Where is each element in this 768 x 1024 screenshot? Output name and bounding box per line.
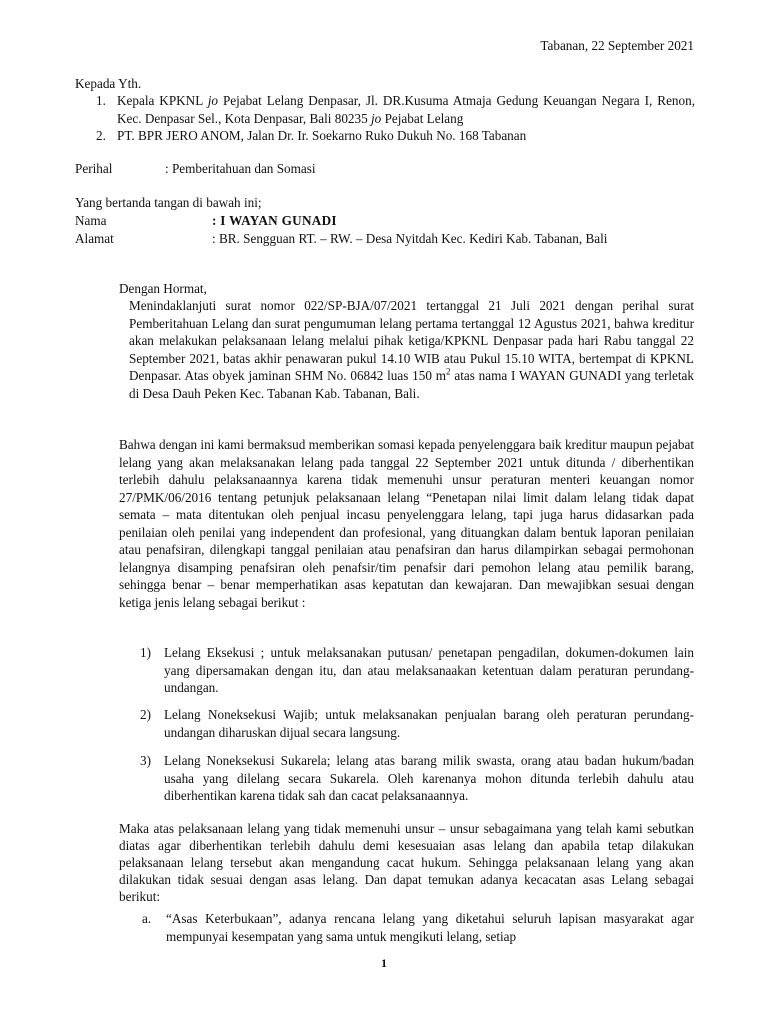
auction-type-item [140, 706, 694, 741]
recipient-text: Kepala KPKNL jo Pejabat Lelang Denpasar, Jl. DR.Kusuma Atmaja Gedung Keuangan Negara I, Renon, Kec. Denpasar Sel., Kota Denpasar, Bali 80235 jo Pejabat Lelang [117, 93, 696, 126]
greeting: Dengan Hormat, [119, 281, 207, 296]
subject-value: : Pemberitahuan dan Somasi [165, 161, 316, 176]
principle-text: “Asas Keterbukaan”, adanya rencana lelang yang diketahui seluruh lapisan masyarakat agar mempunyai kesempatan yang sama untuk mengikuti lelang, setiap [166, 911, 694, 944]
subject-label: Perihal [75, 161, 113, 176]
auction-type-text: Lelang Noneksekusi Sukarela; lelang atas barang milik swasta, orang atau badan hukum/badan usaha yang dilelang secara Sukarela. Oleh karenanya mohon ditunda terlebih dahulu atau diberhentikan karena tidak sah dan cacat pelaksanaannya. [164, 753, 694, 803]
superscript-two: 2 [446, 366, 451, 377]
auction-type-number: 1) [140, 645, 151, 660]
auction-type-number: 3) [140, 753, 151, 768]
paragraph-background: Menindaklanjuti surat nomor 022/SP-BJA/07/2021 tertanggal 21 Juli 2021 dengan perihal surat Pemberitahuan Lelang dan surat pengumuman lelang pertama tertanggal 12 Agustus 2021, bahwa kreditur akan melakukan pelaksanaan lelang melalui pihak ketiga/KPKNL Denpasar pada hari Rabu tanggal 22 September 2021, batas akhir penawaran pukul 14.10 WIB atau Pukul 15.10 WITA, bertempat di KPKNL Denpasar. Atas obyek jaminan SHM No. 06842 luas 150 $m^2$ atas nama I WAYAN GUNADI yang terletak di Desa Dauh Peken Kec. Tabanan Kab. Tabanan, Bali. [129, 298, 694, 401]
auction-type-number: 2) [140, 707, 151, 722]
paragraph-conclusion: Maka atas pelaksanaan lelang yang tidak memenuhi unsur – unsur sebagaimana yang telah kami sebutkan diatas agar diberhentikan terlebih dahulu demi kesesuaian asas lelang dan apabila tetap dilakukan pelaksanaan lelang tersebut akan mengandung cacat hukum. Sehingga pelaksanaan lelang yang akan dilakukan tidak sesuai dengan asas lelang. Dan dapat temukan adanya kecacatan asas Lelang sebagai berikut: [119, 821, 694, 904]
paragraph-somasi: Bahwa dengan ini kami bermaksud memberikan somasi kepada penyelenggara baik kreditur maupun pejabat lelang yang akan melaksanakan lelang pada tanggal 22 September 2021 untuk ditunda / diberhentikan terlebih dahulu pelaksanaannya karena tidak memenuhi unsur peraturan menteri keuangan nomor 27/PMK/06/2016 tentang petunjuk pelaksanaan lelang “Penetapan nilai limit dalam lelang tidak dapat semata – mata ditentukan oleh penjual incasu penyelenggara lelang, tapi juga harus didasarkan pada penilaian oleh penilai yang independent dan profesional, yang dituangkan dalam bentuk laporan penilaian atau penafsiran, dilengkapi tanggal penilaian atau penafsiran dan harus dilampirkan sebagai permohonan lelangnya disamping penafsiran oleh penafsir/tim penafsir dari pemohon lelang atau pemilik barang, sehingga benar – benar memperhatikan asas kepatutan dan kewajaran. Dan mewajibkan sesuai dengan ketiga jenis lelang sebagai berikut : [119, 437, 694, 610]
auction-type-item [140, 752, 694, 805]
principle-letter: a. [142, 911, 152, 926]
auction-type-text: Lelang Eksekusi ; untuk melaksanakan putusan/ penetapan pengadilan, dokumen-dokumen lain yang dipersamakan dengan itu, dan atau melaksanaakan ketentuan dalam peraturan perundang-undangan. [164, 645, 694, 695]
name-value: : I WAYAN GUNADI [212, 213, 337, 228]
auction-type-item [140, 644, 694, 697]
recipient-number: 2. [96, 128, 106, 143]
name-label: Nama [75, 213, 107, 228]
recipient-number: 1. [96, 93, 106, 108]
recipient-item [75, 92, 695, 127]
principle-item [142, 910, 694, 945]
signer-intro: Yang bertanda tangan di bawah ini; [75, 195, 262, 210]
letter-date: Tabanan, 22 September 2021 [540, 38, 694, 53]
address-value: : BR. Sengguan RT. – RW. – Desa Nyitdah Kec. Kediri Kab. Tabanan, Bali [212, 231, 608, 246]
address-label: Alamat [75, 231, 114, 246]
recipient-heading: Kepada Yth. [75, 76, 142, 91]
recipient-item [75, 127, 695, 145]
recipient-text: PT. BPR JERO ANOM, Jalan Dr. Ir. Soekarno Ruko Dukuh No. 168 Tabanan [117, 128, 527, 143]
auction-type-text: Lelang Noneksekusi Wajib; untuk melaksanakan penjualan barang oleh peraturan perundang-undangan diharuskan dijual secara langsung. [164, 707, 694, 740]
recipient-list [75, 92, 695, 145]
page-number: 1 [381, 956, 387, 970]
